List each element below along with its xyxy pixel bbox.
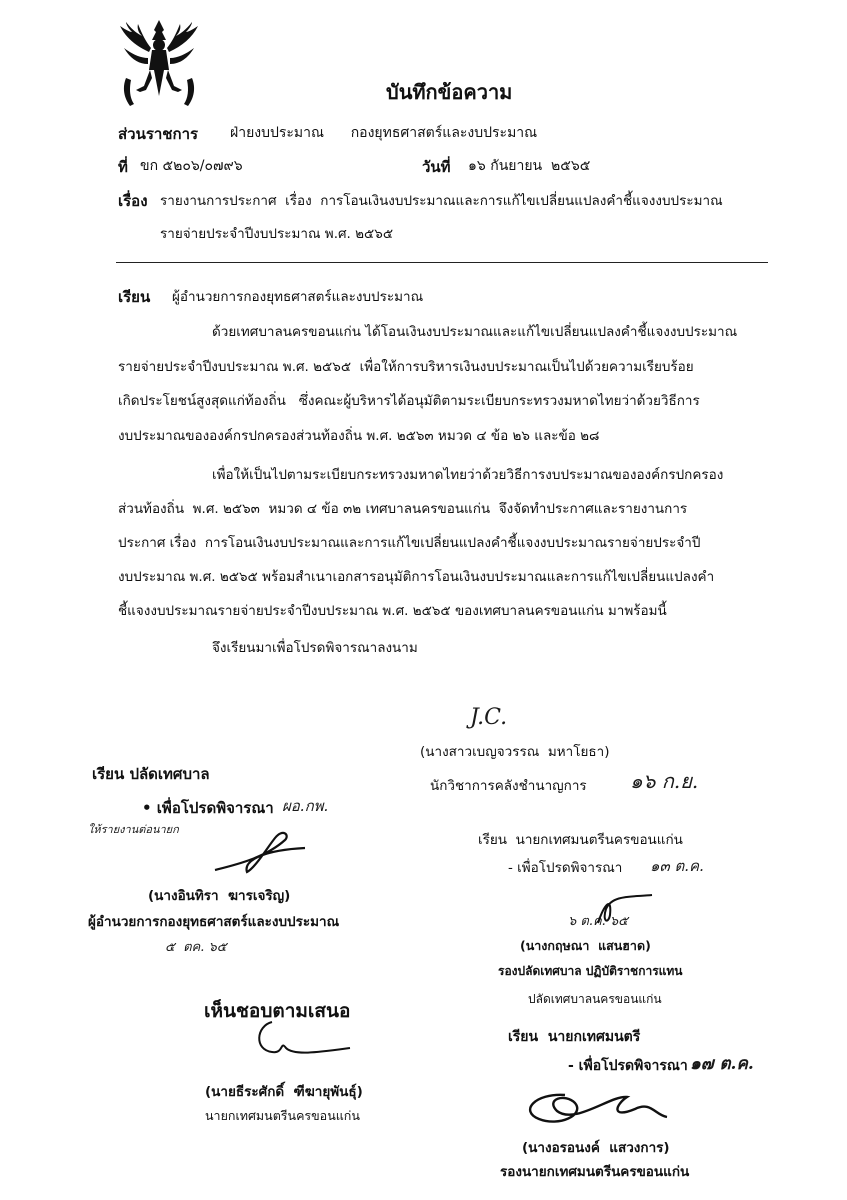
right-note-1-line-1: เรียน นายกเทศมนตรีนครขอนแก่น — [478, 832, 683, 848]
signature-5 — [515, 1085, 675, 1135]
signature-2 — [205, 820, 315, 880]
memo-title: บันทึกข้อความ — [386, 80, 513, 104]
left-note-2-line-1: เห็นชอบตามเสนอ — [204, 1000, 351, 1022]
signature-3 — [590, 885, 660, 930]
left-note-1-position: ผู้อำนวยการกองยุทธศาสตร์และงบประมาณ — [88, 914, 340, 930]
paragraph-2-line-2: ส่วนท้องถิ่น พ.ศ. ๒๕๖๓ หมวด ๔ ข้อ ๓๒ เทศบาลนครขอนแก่น จึงจัดทำประกาศและรายงานการ — [118, 501, 688, 517]
reference-label: ที่ — [118, 158, 128, 176]
right-note-2-position: รองนายกเทศมนตรีนครขอนแก่น — [500, 1164, 690, 1180]
left-note-2-position: นายกเทศมนตรีนครขอนแก่น — [205, 1108, 360, 1123]
date-label: วันที่ — [422, 158, 451, 176]
right-note-2-line-1: เรียน นายกเทศมนตรี — [508, 1029, 641, 1045]
right-note-1-name: (นางกฤษณา แสนฮาด) — [520, 938, 651, 953]
left-note-1-line-1: เรียน ปลัดเทศบาล — [92, 765, 210, 783]
left-note-1-name: (นางอินทิรา ฆารเจริญ) — [148, 888, 291, 904]
department-value: ฝ่ายงบประมาณ กองยุทธศาสตร์และงบประมาณ — [230, 125, 538, 141]
right-note-2-name: (นางอรอนงค์ แสวงการ) — [522, 1140, 670, 1156]
paragraph-1-line-1: ด้วยเทศบาลนครขอนแก่น ได้โอนเงินงบประมาณและแก้ไขเปลี่ยนแปลงคำชี้แจงงบประมาณ — [212, 324, 738, 340]
subject-label: เรื่อง — [118, 192, 148, 210]
paragraph-2-line-3: ประกาศ เรื่อง การโอนเงินงบประมาณและการแก้ไขเปลี่ยนแปลงคำชี้แจงงบประมาณรายจ่ายประจำปี — [118, 535, 701, 551]
subject-line-1: รายงานการประกาศ เรื่อง การโอนเงินงบประมาณและการแก้ไขเปลี่ยนแปลงคำชี้แจงงบประมาณ — [160, 193, 723, 209]
header-divider — [116, 262, 768, 263]
reference-value: ขก ๕๒๐๖/๐๗๙๖ — [140, 158, 243, 174]
left-note-1-date: ๕ ตค. ๖๕ — [165, 940, 227, 955]
signature-1: J.C. — [470, 705, 508, 730]
right-note-2-line-2: - เพื่อโปรดพิจารณา — [568, 1058, 688, 1074]
paragraph-1-line-3: เกิดประโยชน์สูงสุดแก่ท้องถิ่น ซึ่งคณะผู้บริหารได้อนุมัติตามระเบียบกระทรวงมหาดไทยว่าด้วยวิธีการ — [118, 393, 700, 409]
subject-line-2: รายจ่ายประจำปีงบประมาณ พ.ศ. ๒๕๖๕ — [160, 226, 394, 242]
left-note-1-tail: ผอ.กพ. — [282, 797, 329, 815]
right-note-1-line-2: - เพื่อโปรดพิจารณา — [508, 860, 623, 876]
closing-line: จึงเรียนมาเพื่อโปรดพิจารณาลงนาม — [212, 640, 418, 656]
paragraph-1-line-2: รายจ่ายประจำปีงบประมาณ พ.ศ. ๒๕๖๕ เพื่อให้การบริหารเงินงบประมาณเป็นไปด้วยความเรียบร้อย — [118, 359, 694, 375]
right-note-1-date: ๖ ต.ค. ๖๕ — [568, 914, 629, 929]
signature-1-date: ๑๖ ก.ย. — [630, 769, 699, 793]
right-note-2-tail: ๑๗ ต.ค. — [690, 1054, 754, 1074]
signature-4 — [250, 1012, 360, 1062]
garuda-emblem-icon — [116, 18, 202, 110]
paragraph-2-line-5: ชี้แจงงบประมาณรายจ่ายประจำปีงบประมาณ พ.ศ. ๒๕๖๕ ของเทศบาลนครขอนแก่น มาพร้อมนี้ — [118, 603, 667, 619]
left-note-1-line-2: • เพื่อโปรดพิจารณา — [142, 799, 274, 817]
right-note-1-position-2: ปลัดเทศบาลนครขอนแก่น — [528, 992, 662, 1006]
department-label: ส่วนราชการ — [118, 125, 199, 143]
right-note-1-position-1: รองปลัดเทศบาล ปฏิบัติราชการแทน — [498, 964, 683, 978]
paragraph-2-line-4: งบประมาณ พ.ศ. ๒๕๖๕ พร้อมสำเนาเอกสารอนุมัติการโอนเงินงบประมาณและการแก้ไขเปลี่ยนแปลงคำ — [118, 569, 715, 585]
left-note-2-name: (นายธีระศักดิ์ ฑีฆายุพันธุ์) — [205, 1084, 363, 1100]
salutation-label: เรียน — [118, 288, 151, 306]
signer-1-position: นักวิชาการคลังชำนาญการ — [430, 778, 587, 794]
left-note-1-scrawl: ให้รายงานต่อนายก — [88, 823, 179, 836]
salutation-value: ผู้อำนวยการกองยุทธศาสตร์และงบประมาณ — [172, 289, 424, 305]
date-value: ๑๖ กันยายน ๒๕๖๕ — [468, 158, 591, 174]
right-note-1-tail: ๑๓ ต.ค. — [650, 857, 704, 875]
signer-1-name: (นางสาวเบญจวรรณ มหาโยธา) — [420, 744, 610, 760]
paragraph-2-line-1: เพื่อให้เป็นไปตามระเบียบกระทรวงมหาดไทยว่าด้วยวิธีการงบประมาณขององค์กรปกครอง — [212, 467, 724, 483]
paragraph-1-line-4: งบประมาณขององค์กรปกครองส่วนท้องถิ่น พ.ศ. ๒๕๖๓ หมวด ๔ ข้อ ๒๖ และข้อ ๒๘ — [118, 428, 600, 444]
